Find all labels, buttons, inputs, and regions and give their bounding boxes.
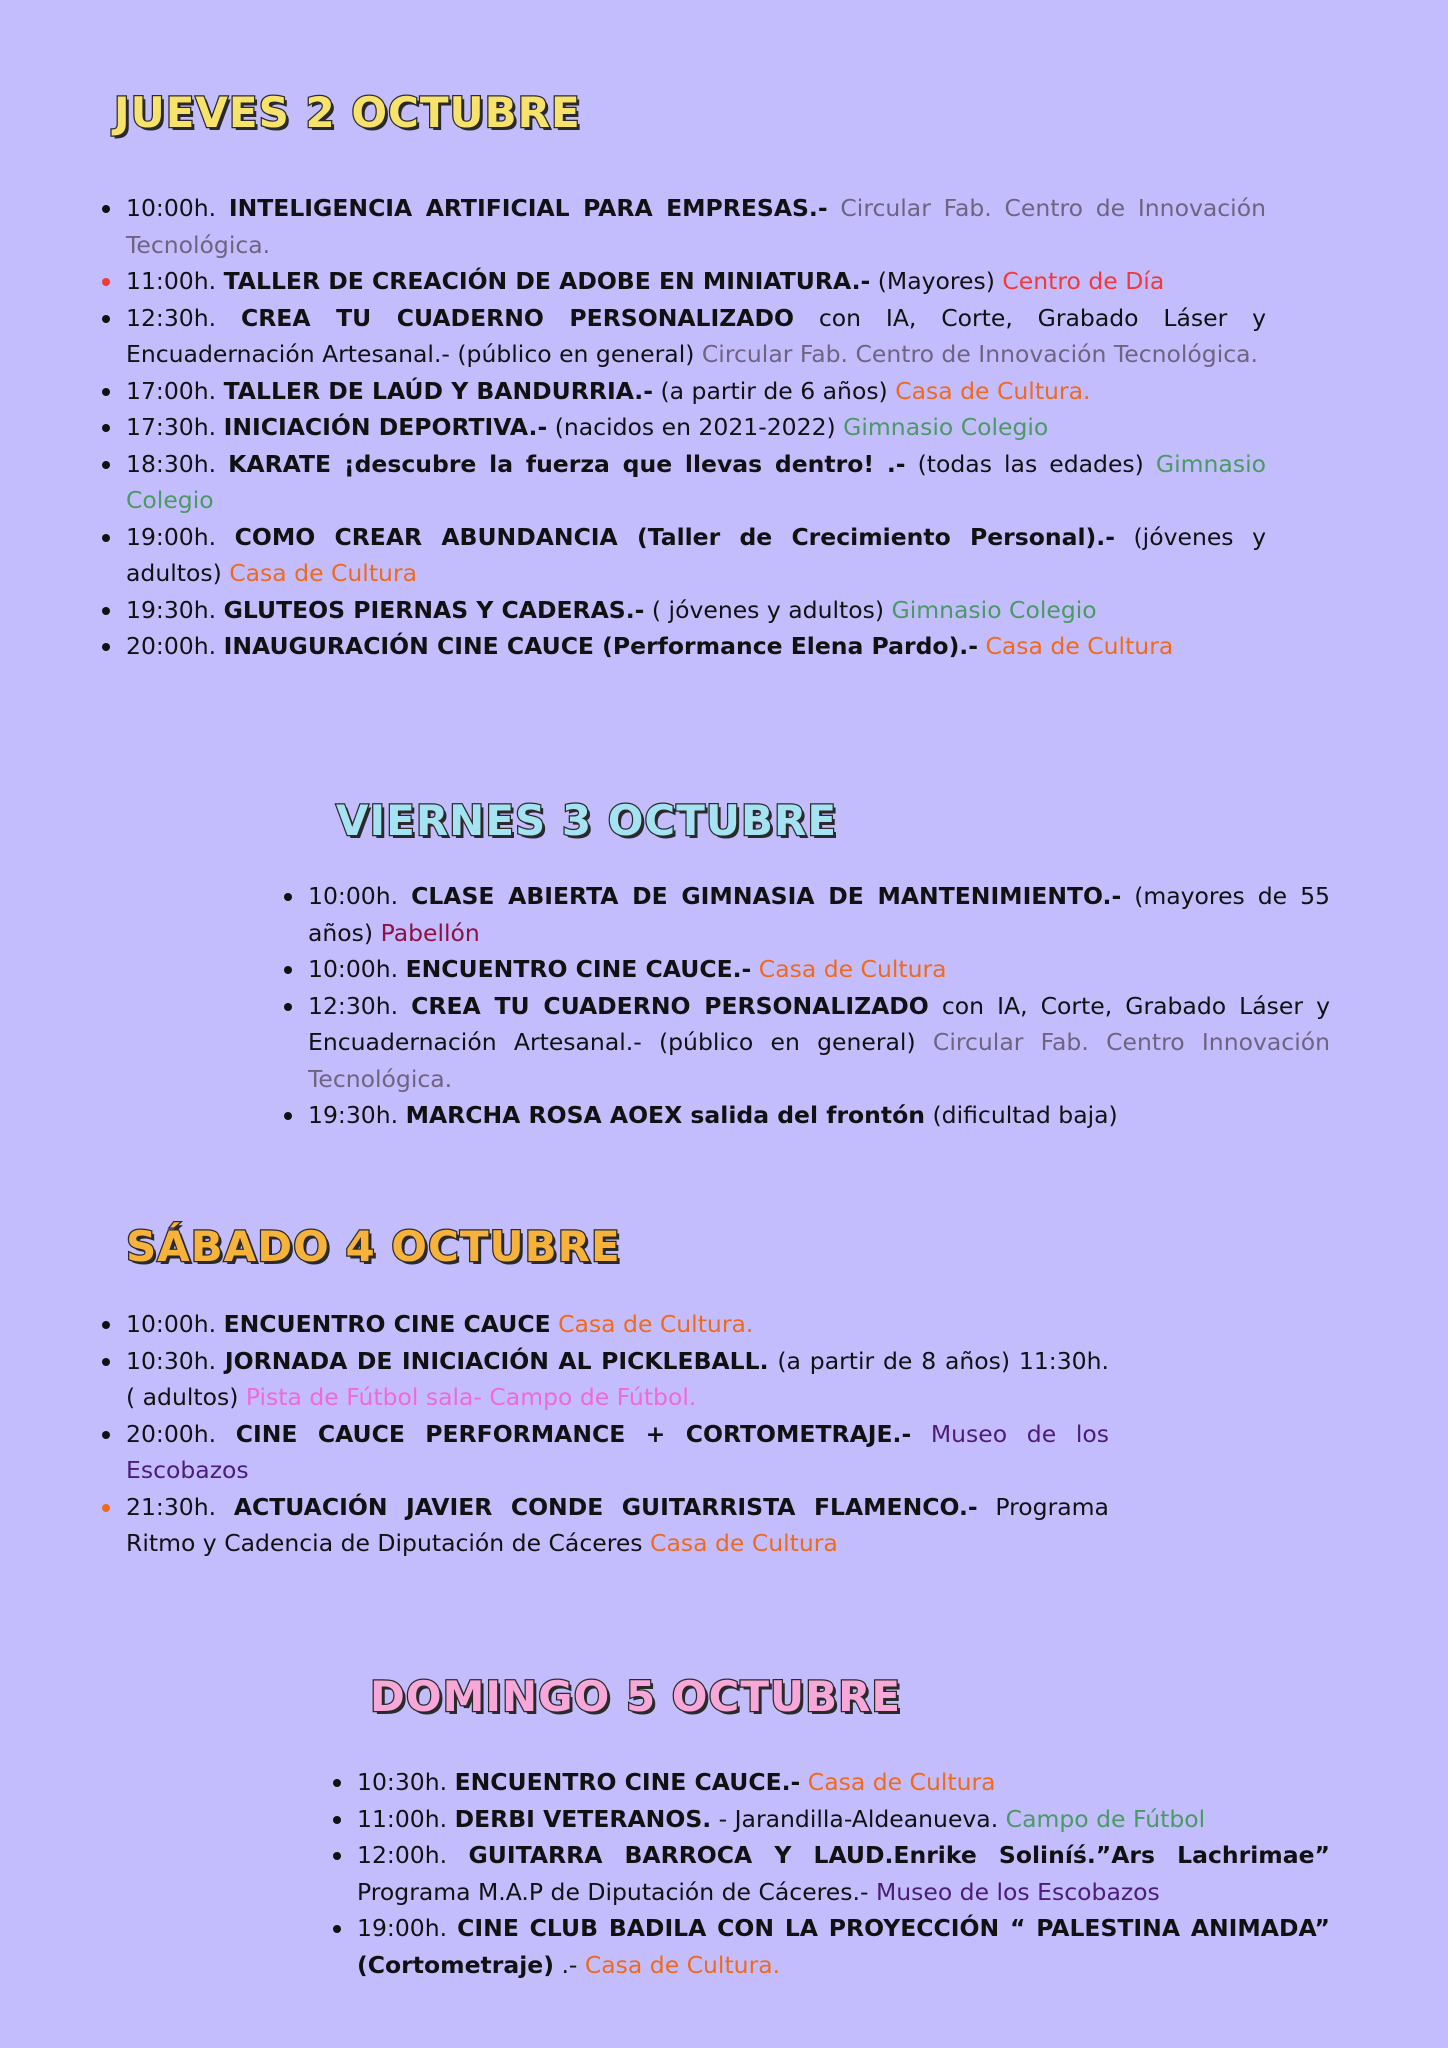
bullet-icon [284,1112,292,1120]
event-time: 19:00h. [126,522,217,551]
bullet-icon [333,1852,341,1860]
event-venue: Pabellón [380,918,480,947]
event-venue: Casa de Cultura [229,559,418,587]
event-details: (jóvenes y adultos) [126,522,1266,587]
event-time: 12:30h. [126,303,217,332]
bullet-icon [102,534,110,542]
event-venue: Casa de Cultura. [895,376,1091,405]
bullet-icon [102,315,110,323]
event-venue: Casa de Cultura [807,1768,996,1796]
event-title: INICIACIÓN DEPORTIVA.- [223,413,548,441]
event-venue: Gimnasio Colegio [891,595,1097,624]
event-time: 18:30h. [126,449,217,478]
event-time: 19:30h. [308,1101,399,1129]
event-venue: Casa de Cultura [985,632,1174,660]
event-list-viernes [308,878,1330,1134]
event-item [126,300,1266,373]
event-item [308,878,1330,951]
event-details: (mayores de 55 años) [308,882,1330,947]
event-title: CLASE ABIERTA DE GIMNASIA DE MANTENIMIENTO.- [411,882,1122,910]
event-title: CINE CAUCE PERFORMANCE + CORTOMETRAJE.- [235,1419,912,1448]
event-venue: Circular Fab. Centro de Innovación Tecnológica. [701,340,1259,368]
event-time: 11:00h. [126,267,217,295]
event-venue: Campo de Fútbol [1005,1804,1206,1833]
bullet-icon [333,1925,341,1933]
event-item [357,1910,1330,1983]
event-title: KARATE ¡descubre la fuerza que llevas dentro! .- [228,449,906,478]
event-list-domingo [357,1764,1330,1983]
event-time: 10:00h. [308,955,399,983]
event-item [308,988,1330,1098]
day-title-viernes: VIERNES 3 OCTUBRE [336,796,838,845]
bullet-icon [102,278,110,286]
event-time: 12:00h. [357,1841,448,1869]
event-item [126,409,1266,446]
event-details: .- [561,1950,585,1979]
day-title-sabado: SÁBADO 4 OCTUBRE [126,1222,621,1271]
event-title: ENCUENTRO CINE CAUCE.- [454,1768,801,1796]
bullet-icon [284,966,292,974]
event-time: 20:00h. [126,1419,217,1448]
event-details: (a partir de 8 años) 11:30h. ( adultos) [126,1346,1109,1411]
event-title: JORNADA DE INICIACIÓN AL PICKLEBALL. [224,1346,769,1375]
bullet-icon [284,893,292,901]
event-time: 10:00h. [308,882,399,910]
event-item [308,951,1330,988]
event-title: DERBI VETERANOS. [454,1804,712,1833]
event-item [126,1416,1109,1489]
event-title: ENCUENTRO CINE CAUCE [223,1310,551,1338]
event-title: CREA TU CUADERNO PERSONALIZADO [240,303,794,332]
event-details: con IA, Corte, Grabado Láser y Encuadernación Artesanal.- (público en general) [308,991,1330,1056]
event-details: (a partir de 6 años) [660,376,888,405]
event-venue: Museo de los Escobazos [126,1419,1109,1484]
event-venue: Gimnasio Colegio [843,413,1049,441]
event-time: 10:30h. [357,1768,448,1796]
event-venue: Pista de Fútbol sala- Campo de Fútbol. [245,1383,697,1411]
event-time: 11:00h. [357,1804,448,1833]
event-details: (Mayores) [877,267,995,295]
bullet-icon [102,1504,110,1512]
event-time: 12:30h. [308,991,399,1020]
event-venue: Circular Fab. Centro Innovación Tecnológica. [308,1028,1330,1093]
event-details: ( jóvenes y adultos) [651,595,885,624]
event-item [126,1489,1109,1562]
event-item [126,373,1266,410]
event-time: 17:30h. [126,413,217,441]
event-title: INTELIGENCIA ARTIFICIAL PARA EMPRESAS.- [228,194,828,222]
event-item [126,519,1266,592]
event-title: GUITARRA BARROCA Y LAUD.Enrike Soliníś.”Ars Lachrimae” [468,1841,1330,1869]
event-title: CREA TU CUADERNO PERSONALIZADO [411,991,929,1020]
event-item [126,1306,1109,1343]
event-title: ENCUENTRO CINE CAUCE.- [405,955,752,983]
event-details: - Jarandilla-Aldeanueva. [718,1804,999,1833]
event-item [126,263,1266,300]
bullet-icon [102,205,110,213]
event-venue: Centro de Día [1002,267,1165,295]
event-venue: Casa de Cultura [758,955,947,983]
bullet-icon [333,1779,341,1787]
event-item [126,190,1266,263]
event-time: 20:00h. [126,632,217,660]
event-details: Programa Ritmo y Cadencia de Diputación de Cáceres [126,1492,1109,1557]
event-title: GLUTEOS PIERNAS Y CADERAS.- [223,595,645,624]
event-title: CINE CLUB BADILA CON LA PROYECCIÓN “ PALESTINA ANIMADA” (Cortometraje) [357,1914,1330,1979]
event-details: (dificultad baja) [932,1101,1118,1129]
bullet-icon [102,643,110,651]
bullet-icon [102,424,110,432]
bullet-icon [333,1816,341,1824]
bullet-icon [102,1321,110,1329]
event-time: 19:30h. [126,595,217,624]
event-time: 10:30h. [126,1346,217,1375]
event-details: Programa M.A.P de Diputación de Cáceres.- [357,1877,869,1906]
event-title: ACTUACIÓN JAVIER CONDE GUITARRISTA FLAMENCO.- [233,1492,978,1521]
event-details: (todas las edades) [917,449,1144,478]
bullet-icon [102,1358,110,1366]
event-item [308,1097,1330,1134]
event-item [126,592,1266,629]
event-title: TALLER DE CREACIÓN DE ADOBE EN MINIATURA.- [223,267,871,295]
event-details: con IA, Corte, Grabado Láser y Encuadernación Artesanal.- (público en general) [126,303,1266,368]
event-item [126,1343,1109,1416]
bullet-icon [284,1003,292,1011]
event-venue: Casa de Cultura. [558,1310,754,1338]
day-title-domingo: DOMINGO 5 OCTUBRE [370,1672,902,1721]
bullet-icon [102,607,110,615]
event-item [126,446,1266,519]
event-item [357,1801,1330,1838]
event-item [357,1764,1330,1801]
bullet-icon [102,388,110,396]
event-details: (nacidos en 2021-2022) [554,413,844,441]
event-title: COMO CREAR ABUNDANCIA (Taller de Crecimiento Personal).- [234,522,1115,551]
event-venue: Casa de Cultura [650,1529,838,1557]
event-venue: Casa de Cultura. [584,1950,781,1979]
bullet-icon [102,461,110,469]
event-time: 10:00h. [126,194,217,222]
event-title: TALLER DE LAÚD Y BANDURRIA.- [223,376,653,405]
event-venue: Gimnasio Colegio [126,449,1266,514]
bullet-icon [102,1431,110,1439]
event-time: 10:00h. [126,1310,217,1338]
event-title: INAUGURACIÓN CINE CAUCE (Performance Elena Pardo).- [223,632,978,660]
event-time: 19:00h. [357,1914,448,1942]
day-title-jueves: JUEVES 2 OCTUBRE [114,88,581,137]
event-title: MARCHA ROSA AOEX salida del frontón [405,1101,926,1129]
event-list-sabado [126,1306,1109,1562]
event-venue: Museo de los Escobazos [875,1877,1160,1906]
event-venue: Circular Fab. Centro de Innovación Tecnológica. [126,194,1266,259]
event-time: 17:00h. [126,376,217,405]
event-time: 21:30h. [126,1492,217,1521]
event-item [357,1837,1330,1910]
event-item [126,628,1266,665]
event-list-jueves [126,190,1266,665]
